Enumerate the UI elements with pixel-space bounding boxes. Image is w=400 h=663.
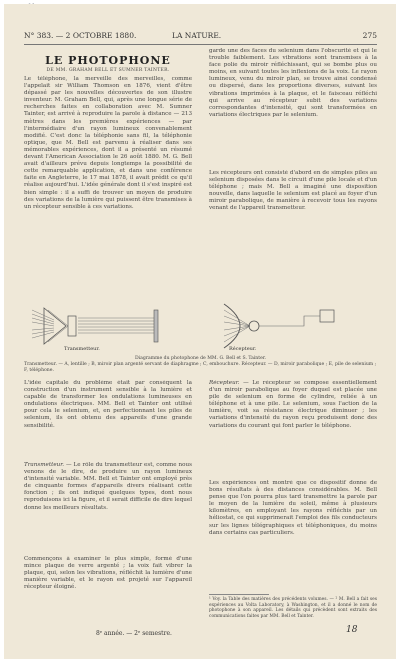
- body-text-right-mid: Les récepteurs ont consisté d'abord en de simples piles au selenium disposées dans le circuit d'une pile locale et d'un téléphone ; mais M. Bell a imaginé une disposition nouvelle, dans laquelle le selenium est placé au foyer d'un miroir parabolique, de manière à recevoir tous les rayons venant de l'appareil transmetteur.: [209, 170, 377, 212]
- figure-label-transmitter: Transmetteur.: [64, 346, 100, 352]
- section-heading-receiver: Récepteur.: [209, 380, 240, 386]
- article-byline: DE MM. GRAHAM BELL ET SUMNER TAINTER.: [46, 68, 170, 73]
- journal-title: LA NATURE.: [172, 31, 222, 40]
- body-text-left-final: Commençons à examiner le plus simple, formé d'une mince plaque de verre argenté ; la voix fait vibrer la plaque, qui, selon les vibrations, réfléchit la lumière d'une manière variable, et le rayon est projeté sur l'appareil récepteur éloigné.: [24, 556, 192, 591]
- body-text-right-final: Les expériences ont montré que ce dispositif donne de bons résultats à des distances considérables. M. Bell pense que l'on pourra plus tard transmettre la parole par le moyen de la lumière du soleil, même à plusieurs kilomètres, en employant les rayons réfléchis par un héliostat, ce qui supprimerait l'emploi des fils conducteurs sur les lignes télégraphiques et téléphoniques, du moins dans certains cas particuliers.: [209, 480, 377, 536]
- body-text-left-top: Le téléphone, la merveille des merveilles, comme l'appelait sir William Thomson en 1876, vient d'être dépassé par les nouvelles découvertes de son illustre inventeur. M. Graham Bell, qui, après une longue série de recherches faites en collaboration avec M. Sumner Tainter, est arrivé à reproduire la parole à distance — 213 mètres dans les premières expériences — par l'intermédiaire d'un rayon lumineux convenablement modifié. C'est donc la téléphonie sans fil, la téléphonie optique, que M. Bell est parvenu à réaliser dans ses mémorables expériences, dont il a présenté un résumé devant l'American Association le 26 août 1880. M. G. Bell avait d'ailleurs prévu depuis longtemps la possibilité de cette remarquable application, et dans une conférence faite en Angleterre, le 17 mai 1878, il avait prédit ce qu'il réalise aujourd'hui. L'idée générale dont il s'est inspiré est bien simple : il a suffi de trouver un moyen de produire des variations de la lumière qui puissent être transmises à un récepteur sensible à ces variations.: [24, 76, 192, 210]
- section-receiver: [209, 380, 377, 478]
- article-title: LE PHOTOPHONE: [45, 54, 171, 67]
- receiver-drawing: [224, 304, 334, 348]
- body-text-right-top: garde une des faces du selenium dans l'obscurité et qui le trouble faiblement. Les vibrations sont transmises à la face polie du miroir réfléchissant, qui se bombe plus ou moins, en suivant toutes les inflexions de la voix. Le rayon lumineux, venu du miroir plan, se trouve ainsi condensé ou dispersé, dans les proportions diverses, suivant les vibrations imprimées à la plaque, et le faisceau réfléchi qui arrive au récepteur subit des variations correspondantes d'intensité, qui sont transformées en variations électriques par le selenium.: [209, 48, 377, 118]
- running-header: [24, 31, 377, 43]
- body-text-left-bottom: L'idée capitale du problème était par conséquent la construction d'un instrument sensible à la lumière et capable de transformer les ondulations lumineuses en ondulations électriques. MM. Bell et Tainter ont utilisé pour cela le selenium, et, en perfectionnant les piles de selenium, ils ont obtenu des appareils d'une grande sensibilité.: [24, 380, 192, 429]
- section-text-transmitter: — Le rôle du transmetteur est, comme nous venons de le dire, de produire un rayon lumineux d'intensité variable. MM. Bell et Tainter ont employé près de cinquante formes d'appareils divers réalisant cette fonction ; ils ont indiqué quelques types, dont nous reproduisons ici la figure, et il serait difficile de dire lequel donne les meilleurs résultats.: [24, 462, 192, 511]
- footnotes: ¹ Voy. la Table des matières des précédents volumes. — ² M. Bell a fait ses expériences au Volta Laboratory, à Washington, et il a donné le nom de photophone à son appareil. Les détails qui précèdent sont extraits des communications faites par MM. Bell et Tainter.: [209, 597, 377, 619]
- footnote-rule: [209, 594, 269, 595]
- footer-volume: 8ᵉ année. — 2ᵉ semestre.: [96, 630, 172, 637]
- figure-caption: [24, 356, 377, 373]
- photophone-figure: [24, 296, 377, 354]
- figure-caption-title: Diagramme du photophone de MM. G. Bell et S. Tainter.: [135, 356, 266, 361]
- figure-caption-text: Transmetteur. — A, lentille ; B, miroir plan argenté servant de diaphragme ; C, embouchure. Récepteur. — D, miroir parabolique ; E, pile de selenium ; F, téléphone.: [24, 361, 377, 373]
- section-text-receiver: — Le récepteur se compose essentiellement d'un miroir parabolique au foyer duquel est placée une pile de selenium en forme de cylindre, reliée à un téléphone et à une pile. Le selenium, sous l'action de la lumière, voit sa résistance électrique diminuer ; les variations d'intensité du rayon reçu produisent donc des variations du courant qui font parler le téléphone.: [209, 380, 377, 429]
- transmitter-drawing: [32, 308, 158, 344]
- figure-label-receiver: Récepteur.: [229, 346, 257, 352]
- section-heading-transmitter: Transmetteur.: [24, 462, 65, 468]
- page-number: 275: [362, 31, 377, 40]
- section-transmitter: [24, 462, 192, 554]
- header-rule: [24, 44, 377, 45]
- footer-signature: 18: [346, 625, 358, 635]
- issue-number: N° 383. — 2 OCTOBRE 1880.: [24, 31, 137, 40]
